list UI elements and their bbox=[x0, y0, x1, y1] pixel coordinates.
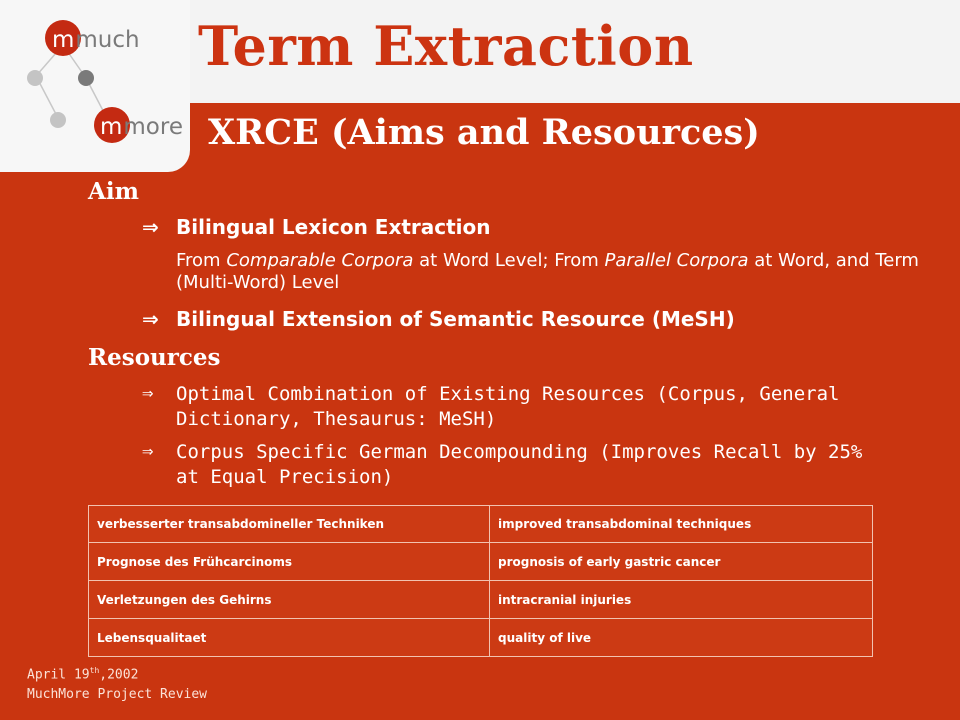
table-row bbox=[89, 619, 873, 657]
table-cell-german: Verletzungen des Gehirns bbox=[89, 581, 490, 619]
logo-word-more: mmore bbox=[100, 114, 183, 140]
table-cell-german: Prognose des Frühcarcinoms bbox=[89, 543, 490, 581]
term-translation-table bbox=[88, 505, 873, 657]
implies-arrow-icon: ⇒ bbox=[142, 440, 154, 462]
aim-bullet-2-text: Bilingual Extension of Semantic Resource (MeSH) bbox=[176, 307, 735, 331]
implies-arrow-icon: ⇒ bbox=[142, 215, 159, 239]
implies-arrow-icon: ⇒ bbox=[142, 307, 159, 331]
resources-bullet-1-text: Optimal Combination of Existing Resources (Corpus, General Dictionary, Thesaurus: MeSH) bbox=[176, 383, 840, 430]
table-cell-english: quality of live bbox=[490, 619, 873, 657]
table-cell-german: Lebensqualitaet bbox=[89, 619, 490, 657]
aim-description: From Comparable Corpora at Word Level; From Parallel Corpora at Word, and Term (Multi-Word) Level bbox=[176, 250, 919, 293]
table-row bbox=[89, 506, 873, 543]
resources-bullet-2-text: Corpus Specific German Decompounding (Improves Recall by 25% at Equal Precision) bbox=[176, 441, 863, 488]
logo-dot-left bbox=[27, 70, 43, 86]
slide-footer bbox=[27, 661, 207, 705]
footer-date: April 19th,2002 bbox=[27, 666, 139, 683]
resources-heading: Resources bbox=[88, 344, 221, 371]
aim-heading: Aim bbox=[88, 178, 139, 205]
slide-subtitle: XRCE (Aims and Resources) bbox=[208, 112, 760, 153]
table-cell-english: intracranial injuries bbox=[490, 581, 873, 619]
logo-dot-lower bbox=[50, 112, 66, 128]
page-title: Term Extraction bbox=[198, 14, 694, 78]
table-cell-english: prognosis of early gastric cancer bbox=[490, 543, 873, 581]
muchmore-logo bbox=[0, 0, 190, 172]
logo-dot-center bbox=[78, 70, 94, 86]
implies-arrow-icon: ⇒ bbox=[142, 382, 154, 404]
table-cell-english: improved transabdominal techniques bbox=[490, 506, 873, 543]
table-cell-german: verbesserter transabdomineller Techniken bbox=[89, 506, 490, 543]
table-row bbox=[89, 543, 873, 581]
footer-project: MuchMore Project Review bbox=[27, 687, 208, 703]
logo-panel bbox=[0, 0, 190, 172]
aim-bullet-1-text: Bilingual Lexicon Extraction bbox=[176, 215, 491, 239]
logo-word-much: mmuch bbox=[52, 27, 140, 53]
table-row bbox=[89, 581, 873, 619]
